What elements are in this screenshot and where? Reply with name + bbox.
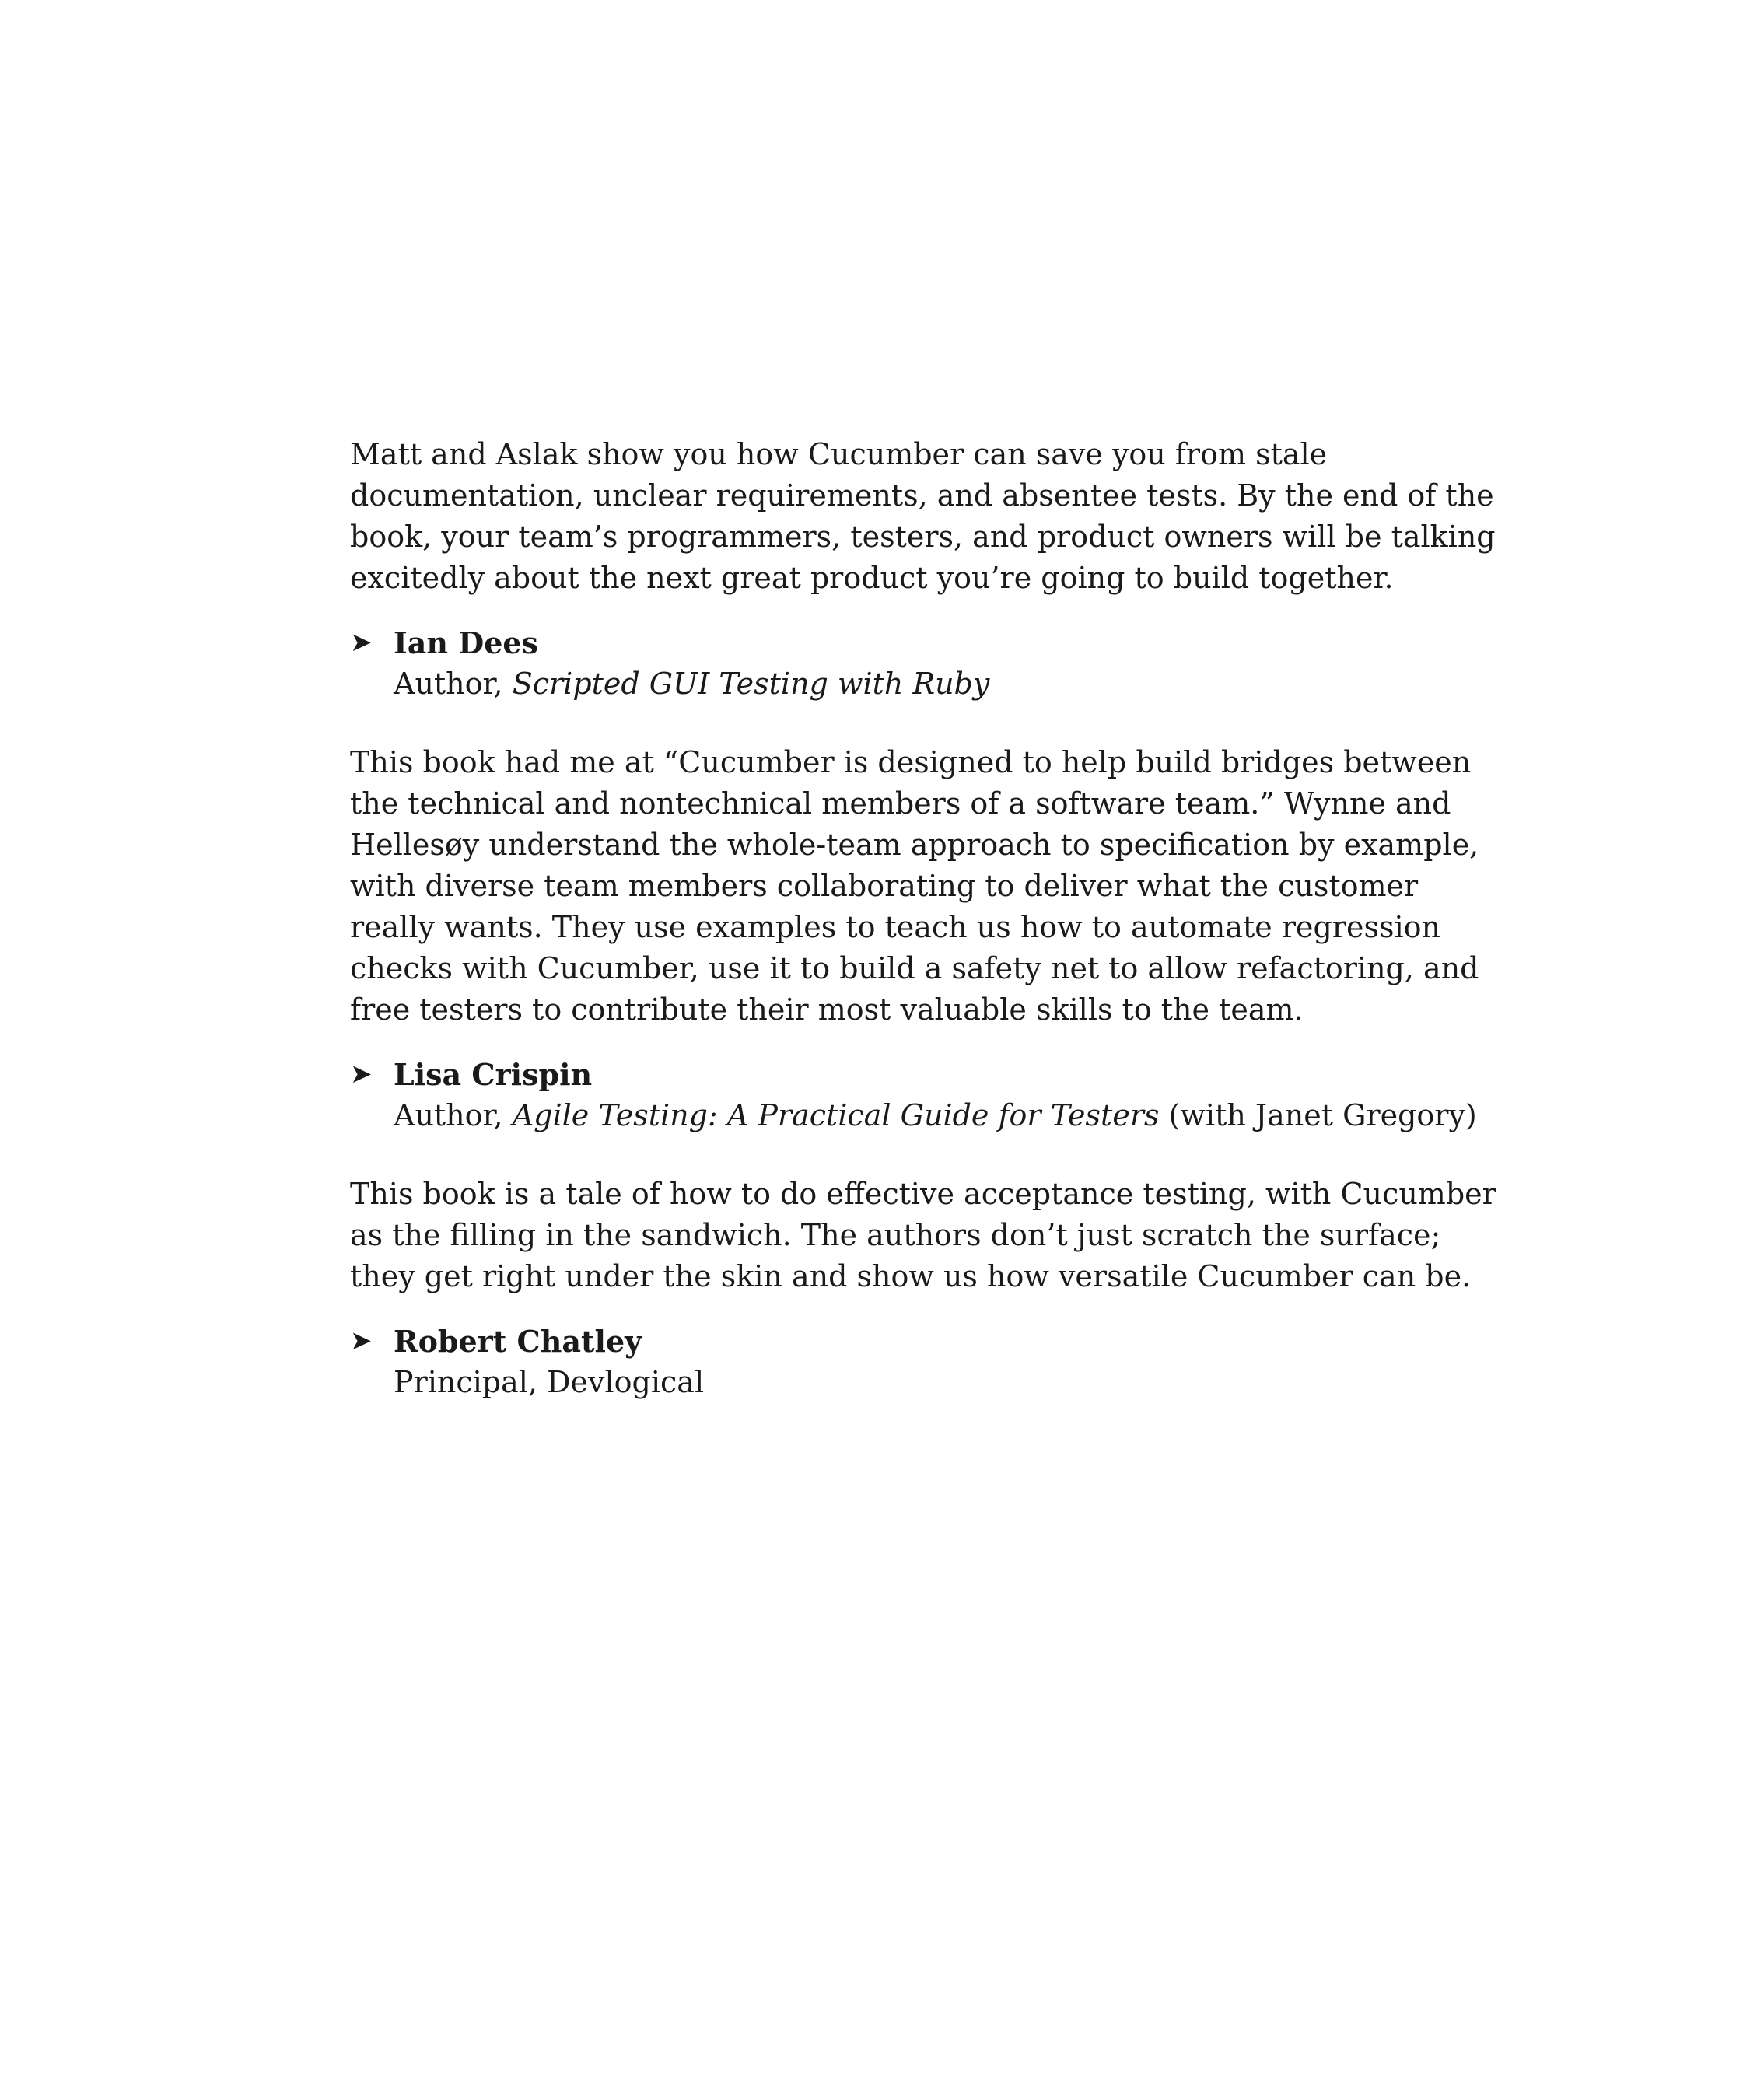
book-title: Scripted GUI Testing with Ruby <box>512 667 990 701</box>
author-role <box>394 1362 1509 1403</box>
author-name: Ian Dees <box>394 625 538 660</box>
role-suffix: (with Janet Gregory) <box>1159 1098 1477 1132</box>
testimonial-attribution-1 <box>350 622 1509 705</box>
arrowhead-icon: ➤ <box>350 627 373 658</box>
testimonial-quote-1: Matt and Aslak show you how Cucumber can save you from stale documentation, unclear requirements, and absentee tests. By the end of the book, your team’s programmers, testers, and product owners will be talking excitedly about the next great product you’re going to build together. <box>350 437 1496 595</box>
author-name: Robert Chatley <box>394 1324 642 1359</box>
author-name: Lisa Crispin <box>394 1057 593 1092</box>
book-title: Agile Testing: A Practical Guide for Testers <box>512 1098 1160 1132</box>
testimonials-page <box>350 434 1509 1403</box>
author-role <box>394 1095 1509 1136</box>
role-prefix: Author, <box>394 667 513 701</box>
arrowhead-icon: ➤ <box>350 1059 373 1090</box>
testimonial-quote-3: This book is a tale of how to do effective acceptance testing, with Cucumber as the filling in the sandwich. The authors don’t just scratch the surface; they get right under the skin and show us how versatile Cucumber can be. <box>350 1177 1496 1293</box>
role-prefix: Principal, Devlogical <box>394 1365 705 1399</box>
testimonial-quote-2: This book had me at “Cucumber is designed to help build bridges between the technical and nontechnical members of a software team.” Wynne and Hellesøy understand the whole-team approach to specification by example, with diverse team members collaborating to deliver what the customer really wants. They use examples to teach us how to automate regression checks with Cucumber, use it to build a safety net to allow refactoring, and free testers to contribute their most valuable skills to the team. <box>350 745 1479 1027</box>
arrowhead-icon: ➤ <box>350 1325 373 1356</box>
author-role <box>394 663 1509 705</box>
testimonial-attribution-3 <box>350 1321 1509 1403</box>
role-prefix: Author, <box>394 1098 513 1132</box>
testimonial-attribution-2 <box>350 1054 1509 1136</box>
